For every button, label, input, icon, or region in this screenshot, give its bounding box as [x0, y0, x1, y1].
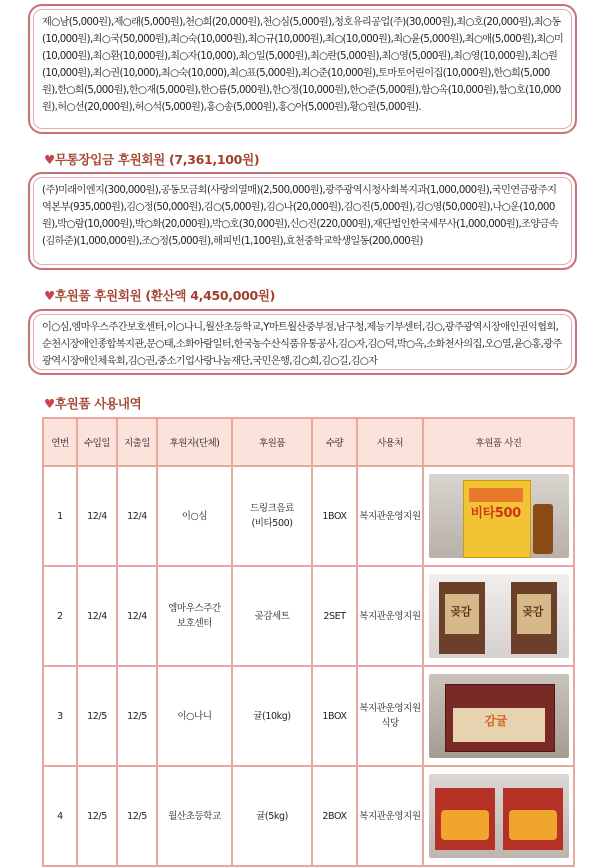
tangerine-label: 감귤: [484, 714, 507, 728]
col-header-item: 후원품: [232, 418, 312, 466]
row-usage-line2: 식당: [381, 718, 399, 729]
goods-section-title: 후원품 후원회원 (환산액 4,450,000원): [54, 288, 276, 303]
row-donor: [157, 566, 232, 666]
row-donor-line2: 보호센터: [176, 618, 213, 629]
goods-section-heading: [44, 286, 275, 304]
deposit-list-box: [28, 172, 577, 270]
table-row: [43, 466, 574, 566]
table-row: [43, 566, 574, 666]
goods-list-text: 이○심,엠마우스주간보호센터,이○나니,월산초등학교,Y마트월산중부점,남구청,제능기부센터,김○,광주광역시장애인권익협회,순천시장애인종합복지관,문○태,소화아람일터,한국농수산식품유통공사,김○자,김○덕,박○옥,소화천사의집,오○열,윤○홍,광주광역시장애인체육회,김○권,중소기업사랑나눔재단,국민은행,김○희,김○길,김○자: [42, 322, 562, 367]
row-expense-date: 12/4: [117, 466, 157, 566]
deposit-list-text: (주)미래이엔지(300,000원),공동모금회(사랑의열매)(2,500,000원),광주광역시청사회복지과(1,000,000원),국민연금광주지역본부(935,000원),김○정(50,000원),김○(5,000원),김○나(20,000원),김○진(5,000원),김○영(50,000원),나○운(10,000원),박○람(10,000원),박○화(20,000원),박○호(30,000원),신○진(220,000원),재단법인한국세무사(1,000,000원),조양금속(김하준)(1,000,000원),조○정(5,000원),해피빈(1,100원),효천중학교학생일동(200,000원): [42, 185, 559, 247]
row-usage: 복지관운영지원: [357, 566, 423, 666]
persimmon-label-left: 곶감: [450, 605, 471, 618]
heart-icon: ♥: [44, 396, 55, 411]
persimmon-label-right: 곶감: [522, 605, 543, 618]
usage-table: [42, 417, 575, 867]
col-header-photo: 후원품 사진: [423, 418, 574, 466]
table-row: [43, 666, 574, 766]
row-income-date: 12/4: [77, 566, 117, 666]
row-item: 귤(5kg): [232, 766, 312, 866]
deposit-section-heading: [44, 150, 259, 168]
heart-icon: ♥: [44, 152, 55, 167]
table-row: [43, 766, 574, 866]
row-item: 귤(10kg): [232, 666, 312, 766]
row-no: 2: [43, 566, 77, 666]
row-usage: 복지관운영지원: [357, 466, 423, 566]
donor-list-box: [28, 4, 577, 134]
col-header-donor: 후원자(단체): [157, 418, 232, 466]
row-qty: 1BOX: [312, 466, 357, 566]
row-donor-line1: 엠마우스주간: [168, 603, 221, 614]
donor-list-text: 제○남(5,000원),제○래(5,000원),천○희(20,000원),천○심(5,000원),청호유리공업(주)(30,000원),최○호(20,000원),최○동(10,000원),최○국(50,000원),최○숙(10,000원),최○규(10,000원),최○(10,000원),최○윤(5,000원),최○애(5,000원),최○미(10,000원),최○환(10,000원),최○자(10,000),최○일(5,000원),최○란(5,000원),최○영(5,000원),최○영(10,000원),최○원(10,000원),최○권(10,000),최○숙(10,000),최○표(5,000원),최○준(10,000원),토마토어린이집(10,000원),한○희(5,000원),한○희(5,000원),한○재(5,000원),한○름(5,000원),한○정(10,000원),한○준(5,000원),함○옥(10,000원),함○호(10,000원),허○선(20,000원),허○석(5,000원),홍○송(5,000원),홍○아(5,000원),황○원(5,000원).: [42, 17, 564, 113]
vita500-label: 비타500: [470, 506, 521, 521]
row-no: 4: [43, 766, 77, 866]
row-photo-cell: [423, 466, 574, 566]
row-no: 3: [43, 666, 77, 766]
col-header-no: 연번: [43, 418, 77, 466]
goods-list-box: [28, 309, 577, 375]
row-item: [232, 466, 312, 566]
row-income-date: 12/5: [77, 666, 117, 766]
row-usage: 복지관운영지원: [357, 766, 423, 866]
row-photo-cell: [423, 666, 574, 766]
row-photo-cell: [423, 566, 574, 666]
row-qty: 2BOX: [312, 766, 357, 866]
row-donor: 이○심: [157, 466, 232, 566]
vita500-box-photo: [429, 474, 569, 558]
heart-icon: ♥: [44, 288, 55, 303]
row-usage-line1: 복지관운영지원: [359, 703, 421, 714]
deposit-section-title: 무통장입금 후원회원 (7,361,100원): [54, 152, 260, 167]
row-usage: [357, 666, 423, 766]
col-header-income-date: 수입일: [77, 418, 117, 466]
dried-persimmon-set-photo: [429, 574, 569, 658]
row-expense-date: 12/4: [117, 566, 157, 666]
row-item: 곶감세트: [232, 566, 312, 666]
row-expense-date: 12/5: [117, 666, 157, 766]
row-item-line2: (비타500): [251, 518, 293, 529]
row-income-date: 12/4: [77, 466, 117, 566]
tangerine-boxes-photo: [429, 774, 569, 858]
tangerine-box-photo: [429, 674, 569, 758]
col-header-expense-date: 지출일: [117, 418, 157, 466]
table-header-row: [43, 418, 574, 466]
usage-section-heading: [44, 394, 141, 412]
row-donor: 월산초등학교: [157, 766, 232, 866]
col-header-qty: 수량: [312, 418, 357, 466]
row-photo-cell: [423, 766, 574, 866]
row-item-line1: 드링크음료: [250, 503, 294, 514]
usage-section-title: 후원품 사용내역: [54, 396, 142, 411]
row-qty: 1BOX: [312, 666, 357, 766]
row-qty: 2SET: [312, 566, 357, 666]
row-income-date: 12/5: [77, 766, 117, 866]
row-donor: 이○나니: [157, 666, 232, 766]
row-no: 1: [43, 466, 77, 566]
col-header-usage: 사용처: [357, 418, 423, 466]
row-expense-date: 12/5: [117, 766, 157, 866]
